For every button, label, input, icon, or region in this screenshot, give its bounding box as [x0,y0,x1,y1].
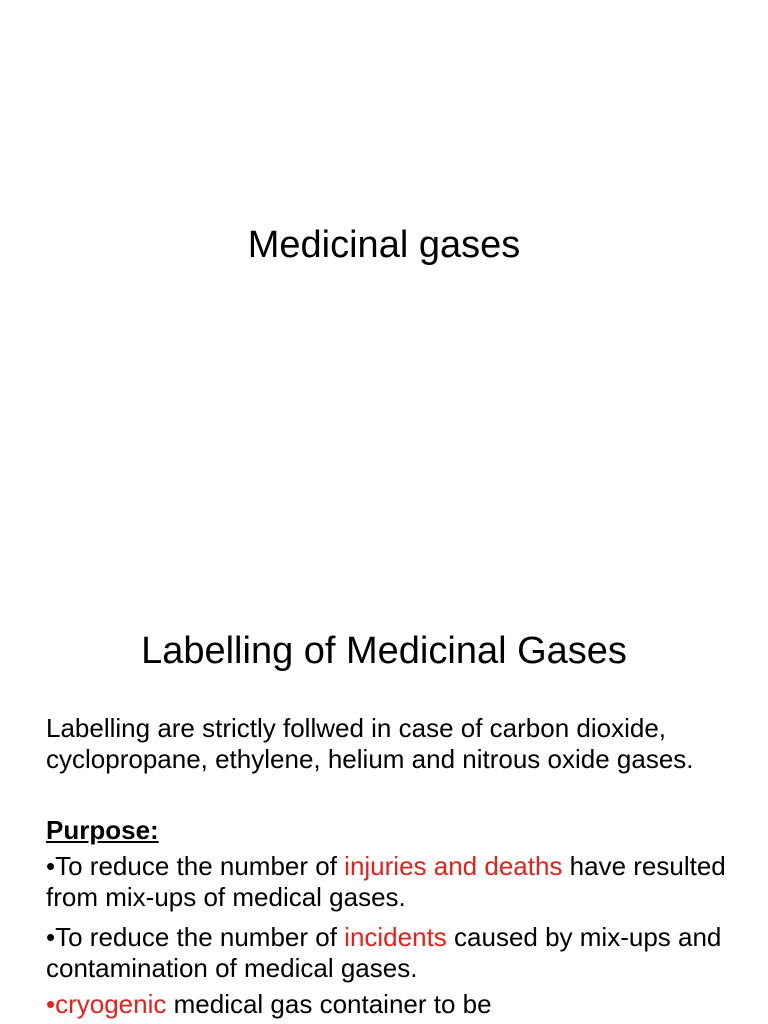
purpose-heading: Purpose: [46,815,159,845]
intro-paragraph: Labelling are strictly follwed in case of carbon dioxide, cyclopropane, ethylene, helium and nitrous oxide gases. [46,713,694,774]
bullet-incidents [46,922,736,984]
slide-2-title: Labelling of Medicinal Gases [141,630,627,672]
bullet-cryogenic-highlight: •cryogenic [46,989,167,1019]
bullet-cryogenic [46,989,736,1020]
slide-1-title: Medicinal gases [247,224,521,266]
bullet-incidents-prefix: •To reduce the number of [46,922,345,952]
bullet-injuries-prefix: •To reduce the number of [46,851,345,881]
bullet-incidents-suffix: caused by mix-ups and contamination of medical gases. [46,922,722,983]
bullet-cryogenic-suffix: medical gas container to be [166,989,492,1019]
bullet-incidents-highlight: incidents [344,922,447,952]
bullet-injuries-suffix: have resulted from mix-ups of medical gases. [46,851,726,912]
bullet-injuries [46,851,736,913]
bullet-injuries-highlight: injuries and deaths [344,851,563,881]
